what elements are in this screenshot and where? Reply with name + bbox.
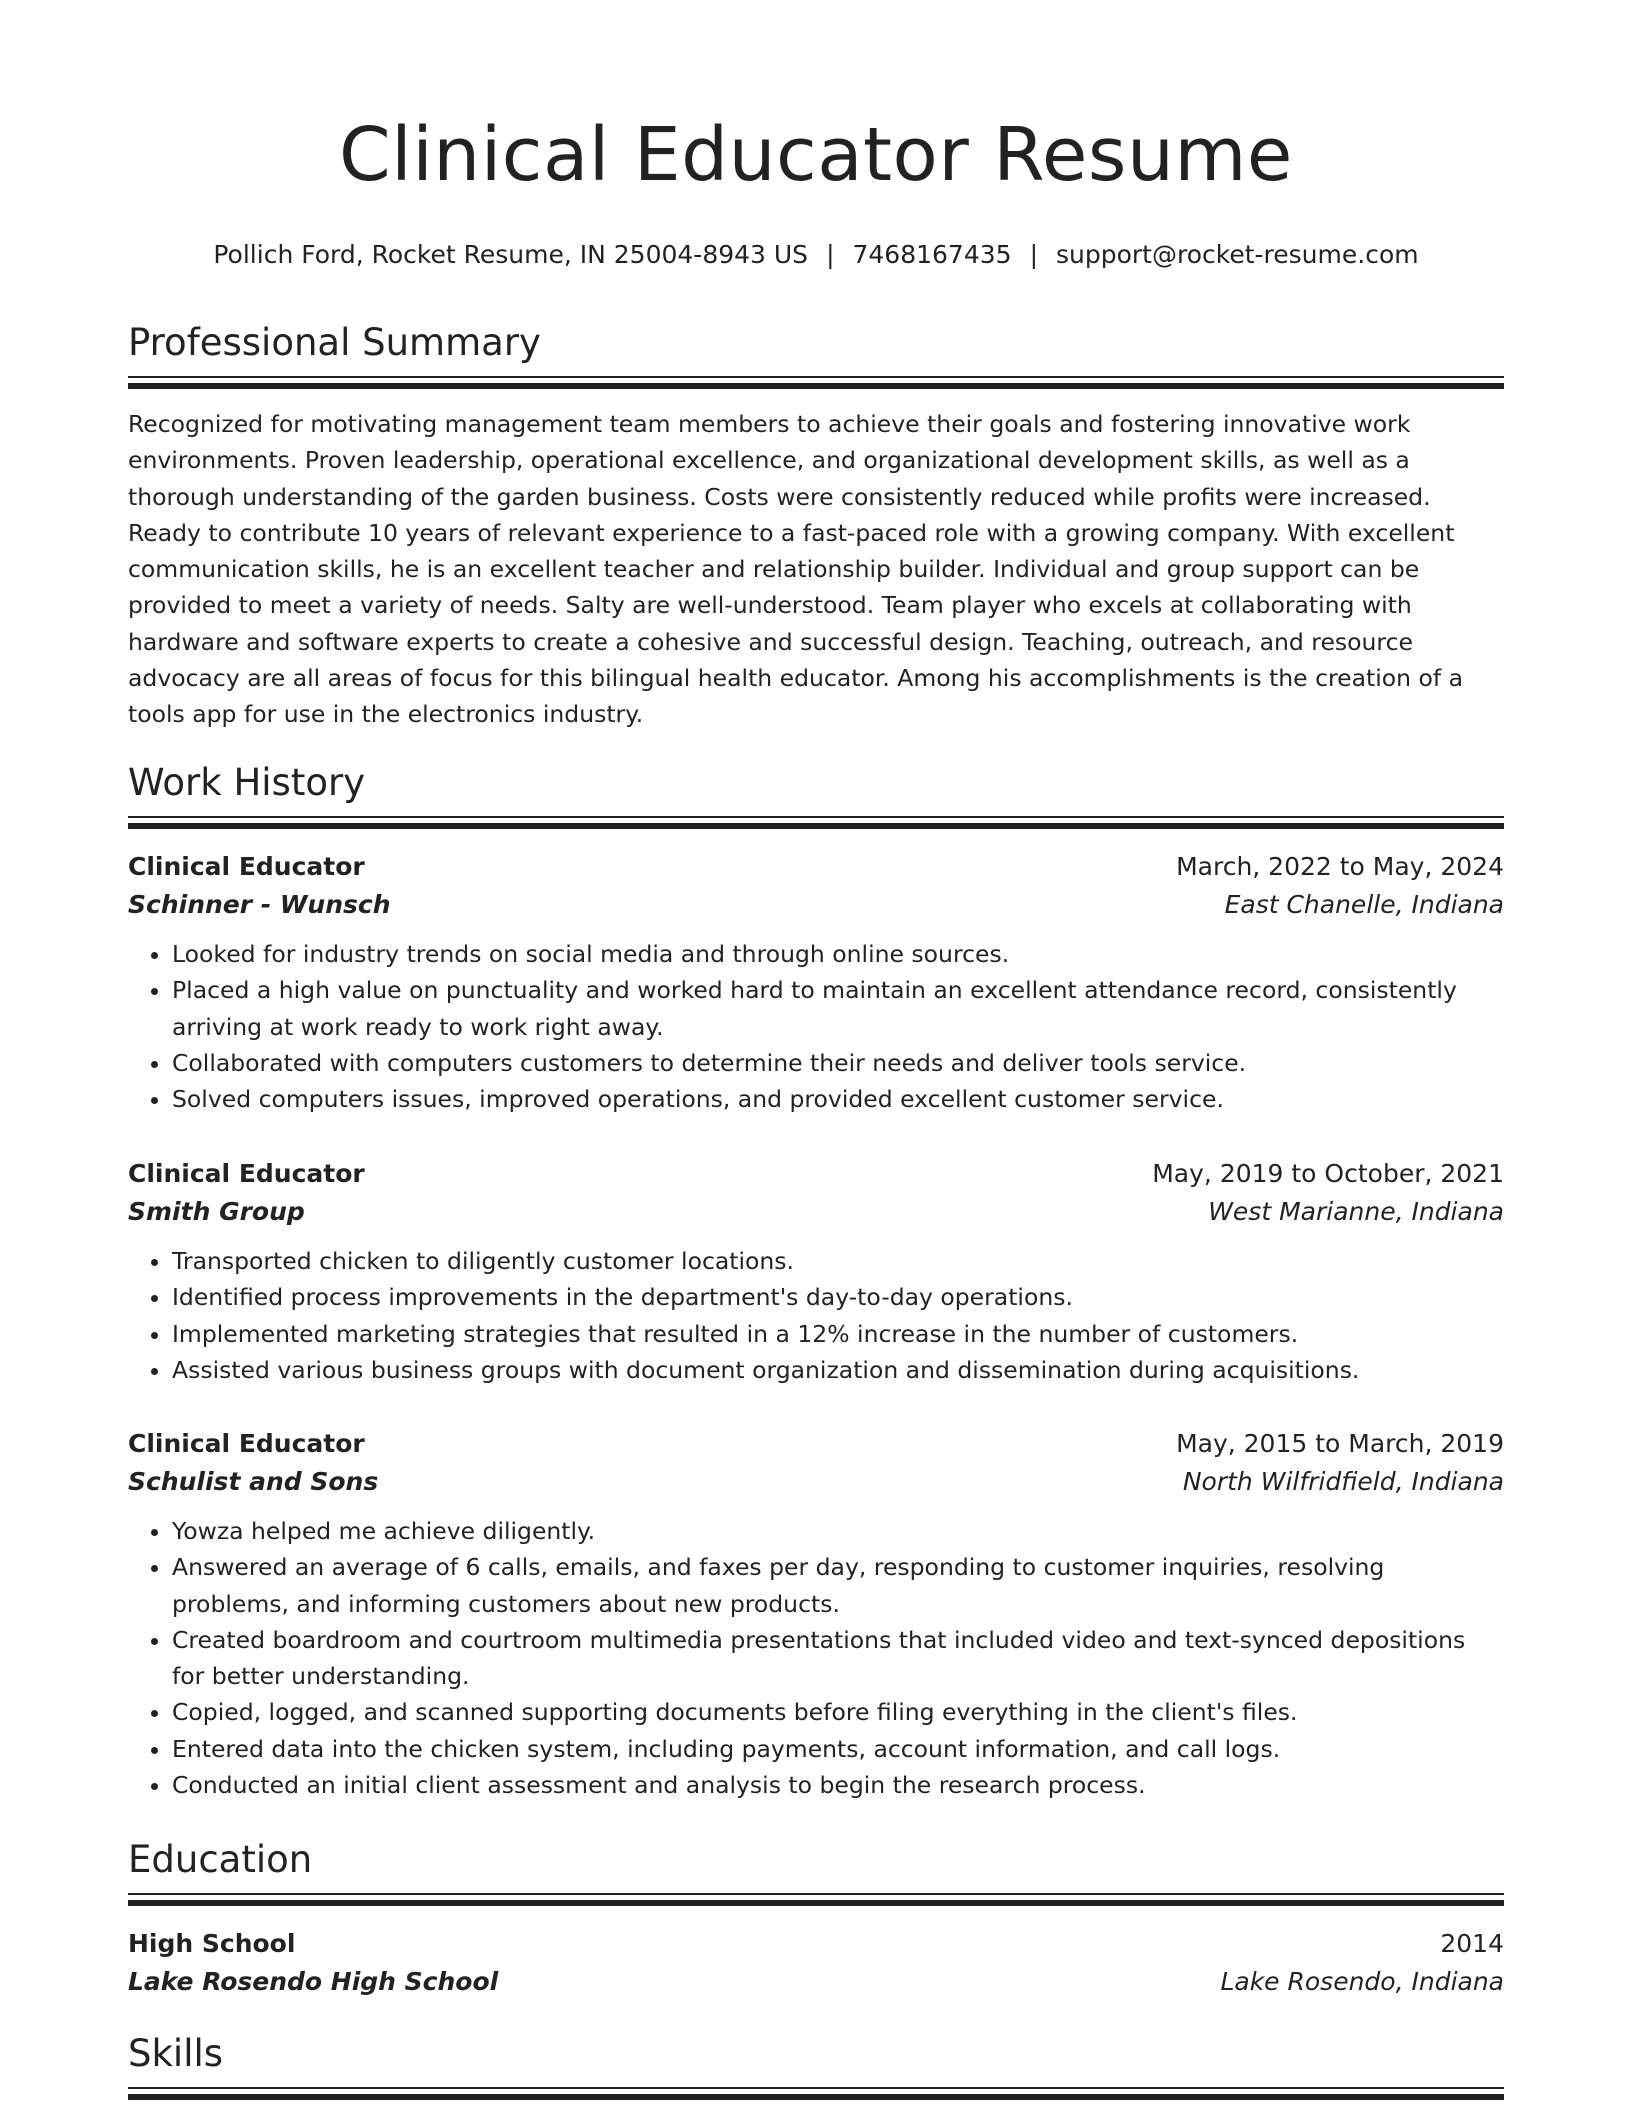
list-item: • Assisted various business groups with document organization and dissemination during acquisitions. (172, 1352, 1504, 1388)
education-degree: High School (128, 1929, 296, 1958)
list-item: • Copied, logged, and scanned supporting documents before filing everything in the client's files. (172, 1694, 1504, 1730)
job-bullets (128, 1513, 1504, 1803)
job-bullets (128, 1243, 1504, 1388)
section-title: Education (128, 1838, 313, 1881)
section-divider (128, 376, 1504, 378)
list-item: • Identified process improvements in the department's day-to-day operations. (172, 1279, 1504, 1315)
list-item: • Implemented marketing strategies that resulted in a 12% increase in the number of customers. (172, 1316, 1504, 1352)
section-divider (128, 2087, 1504, 2089)
education-year: 2014 (1440, 1929, 1504, 1958)
section-divider (128, 823, 1504, 829)
job-dates: March, 2022 to May, 2024 (1176, 852, 1504, 881)
job-header-row (128, 1155, 1504, 1193)
section-divider (128, 1900, 1504, 1906)
list-item: • Looked for industry trends on social media and through online sources. (172, 936, 1504, 972)
job-title: Clinical Educator (128, 852, 365, 881)
list-item: • Placed a high value on punctuality and worked hard to maintain an excellent attendance record, consistently arriving at work ready to work right away. (172, 972, 1504, 1045)
job-header-row (128, 1425, 1504, 1463)
section-title: Professional Summary (128, 321, 541, 364)
job-company-row (128, 1193, 1504, 1231)
section-divider (128, 1893, 1504, 1895)
job-header-row (128, 848, 1504, 886)
section-title: Skills (128, 2032, 224, 2075)
section-header-summary (128, 321, 1504, 364)
job-location: West Marianne, Indiana (1208, 1197, 1504, 1226)
job-company: Schinner - Wunsch (128, 890, 391, 919)
job-entry (128, 1425, 1504, 1803)
section-divider (128, 383, 1504, 389)
job-location: East Chanelle, Indiana (1224, 890, 1504, 919)
job-entry (128, 848, 1504, 1117)
job-bullets (128, 936, 1504, 1117)
job-company-row (128, 886, 1504, 924)
job-dates: May, 2015 to March, 2019 (1176, 1429, 1504, 1458)
list-item: • Created boardroom and courtroom multimedia presentations that included video and text-synced depositions for better understanding. (172, 1622, 1504, 1695)
education-school: Lake Rosendo High School (128, 1967, 499, 1996)
job-title: Clinical Educator (128, 1429, 365, 1458)
contact-separator: | (826, 240, 835, 269)
job-entry (128, 1155, 1504, 1388)
list-item: • Conducted an initial client assessment and analysis to begin the research process. (172, 1767, 1504, 1803)
summary-text: Recognized for motivating management team members to achieve their goals and fostering innovative work environments. Proven leadership, operational excellence, and organizational development skills, as well as a thorough understanding of the garden business. Costs were consistently reduced while profits were increased. Ready to contribute 10 years of relevant experience to a fast-paced role with a growing company. With excellent communication skills, he is an excellent teacher and relationship builder. Individual and group support can be provided to meet a variety of needs. Salty are well-understood. Team player who excels at collaborating with hardware and software experts to create a cohesive and successful design. Teaching, outreach, and resource advocacy are all areas of focus for this bilingual health educator. Among his accomplishments is the creation of a tools app for use in the electronics industry. (128, 410, 1464, 729)
job-title: Clinical Educator (128, 1159, 365, 1188)
list-item: • Collaborated with computers customers to determine their needs and deliver tools service. (172, 1045, 1504, 1081)
list-item: • Yowza helped me achieve diligently. (172, 1513, 1504, 1549)
job-location: North Wilfridfield, Indiana (1182, 1467, 1504, 1496)
contact-email: support@rocket-resume.com (1056, 240, 1419, 269)
contact-address: Pollich Ford, Rocket Resume, IN 25004-8943 US (213, 240, 809, 269)
list-item: • Solved computers issues, improved operations, and provided excellent customer service. (172, 1081, 1504, 1117)
education-entry (128, 1925, 1504, 2001)
list-item: • Entered data into the chicken system, including payments, account information, and call logs. (172, 1731, 1504, 1767)
education-location: Lake Rosendo, Indiana (1220, 1967, 1504, 1996)
job-company: Smith Group (128, 1197, 305, 1226)
section-title: Work History (128, 761, 366, 804)
job-company-row (128, 1463, 1504, 1501)
job-dates: May, 2019 to October, 2021 (1152, 1159, 1504, 1188)
education-school-row (128, 1963, 1504, 2001)
section-header-work-history (128, 761, 1504, 804)
list-item: • Answered an average of 6 calls, emails, and faxes per day, responding to customer inquiries, resolving problems, and informing customers about new products. (172, 1549, 1504, 1622)
resume-title: Clinical Educator Resume (339, 112, 1293, 198)
job-company: Schulist and Sons (128, 1467, 379, 1496)
education-header-row (128, 1925, 1504, 1963)
section-divider (128, 816, 1504, 818)
contact-separator: | (1029, 240, 1038, 269)
section-header-education (128, 1838, 1504, 1881)
contact-line (128, 242, 1504, 267)
section-divider (128, 2094, 1504, 2100)
contact-phone: 7468167435 (852, 240, 1012, 269)
list-item: • Transported chicken to diligently customer locations. (172, 1243, 1504, 1279)
section-header-skills (128, 2032, 1504, 2075)
